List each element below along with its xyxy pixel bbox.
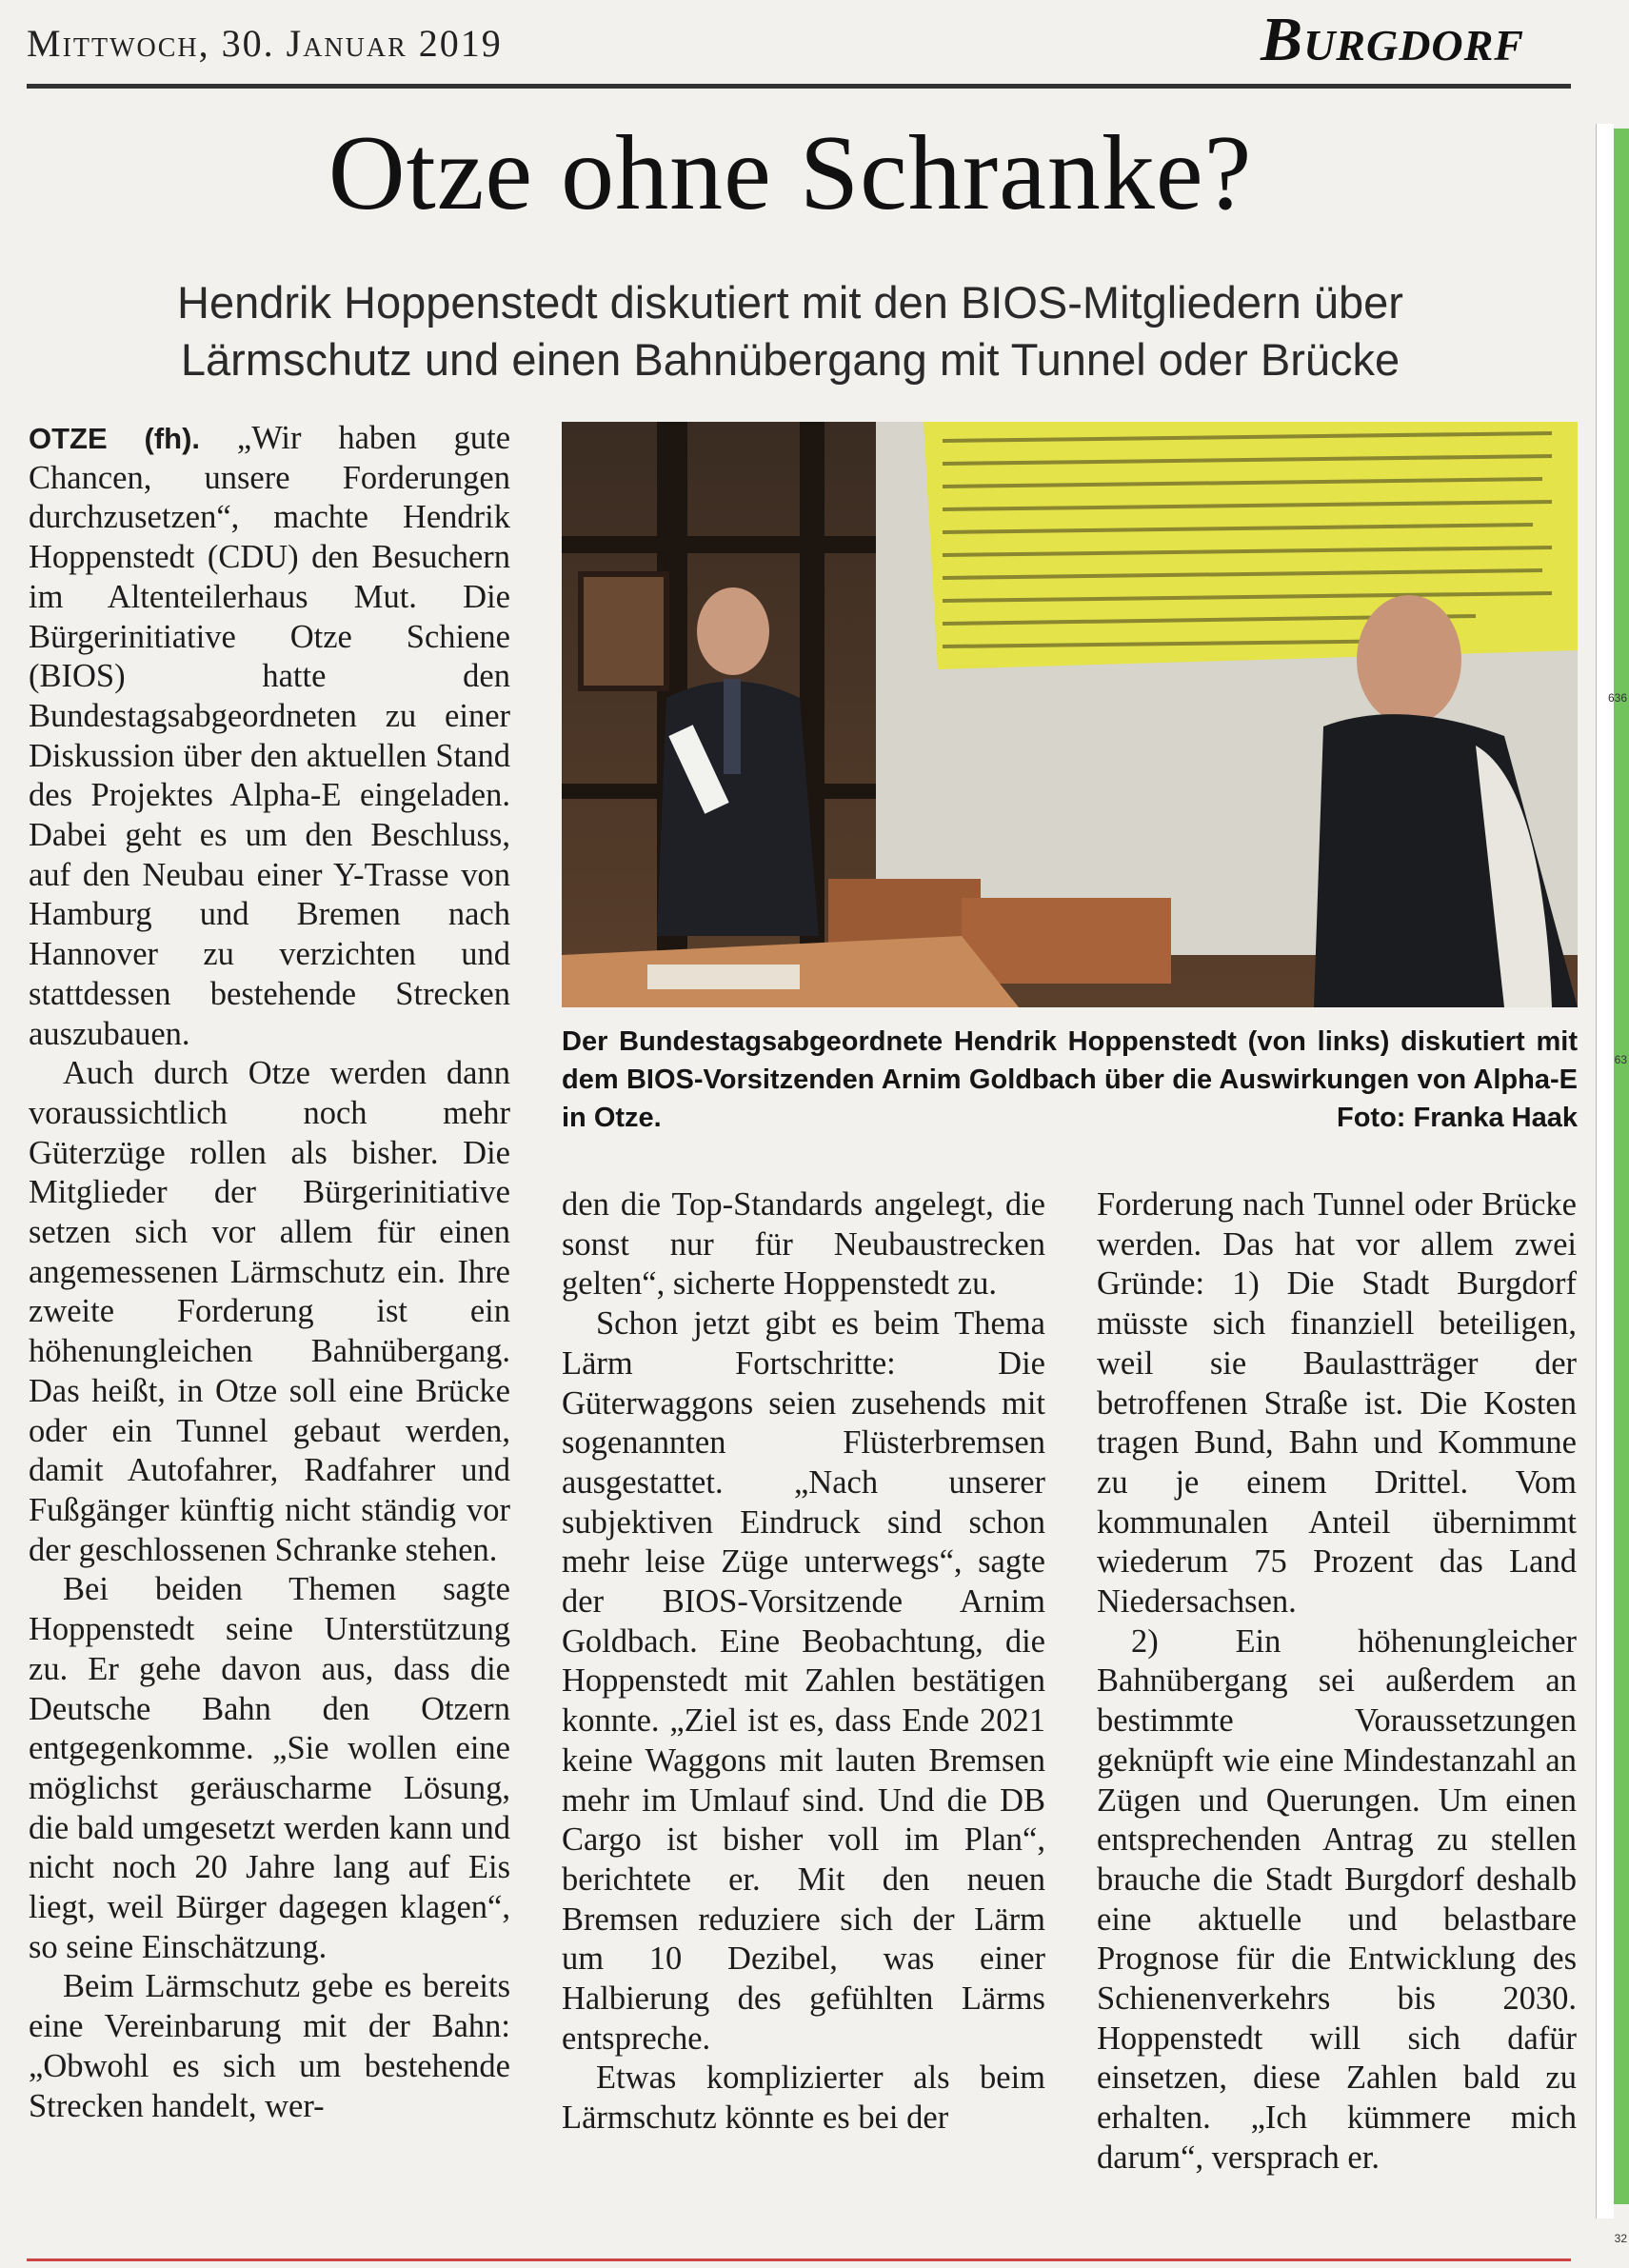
text-column-1	[29, 419, 510, 2126]
text-column-2	[562, 1185, 1045, 2139]
adjacent-page-strip	[1596, 124, 1614, 2218]
subhead-line: Hendrik Hoppenstedt diskutiert mit den BIOS-Mitgliedern über	[177, 277, 1403, 328]
paragraph: Bei beiden Themen sagte Hoppenstedt seine Unterstützung zu. Er gehe davon aus, dass die Deutsche Bahn den Otzern entgegenkomme. „Sie wollen eine möglichst geräuscharme Lösung, die bald umgesetzt werden kann und nicht noch 20 Jahre lang auf Eis liegt, weil Bürger dagegen klagen“, so seine Einschätzung.	[29, 1571, 510, 1965]
header-rule	[27, 84, 1571, 89]
person-head	[1357, 595, 1461, 725]
article-dateline: OTZE (fh).	[29, 422, 201, 455]
papers	[647, 965, 800, 989]
speaker-tie	[724, 679, 741, 774]
paragraph: Auch durch Otze werden dann voraussichtlich noch mehr Güterzüge rollen als bisher. Die Mitglieder der Bürgerinitiative setzen sich vor allem für einen angemessenen Lärmschutz ein. Ihre zweite Forderung ist ein höhenungleichen Bahnübergang. Das heißt, in Otze soll eine Brücke oder ein Tunnel gebaut werden, damit Autofahrer, Radfahrer und Fußgänger künftig nicht ständig vor der geschlossenen Schranke stehen.	[29, 1055, 510, 1568]
window	[581, 574, 666, 688]
paragraph	[29, 419, 510, 1054]
speaker-head	[697, 587, 769, 675]
subhead-line: Lärmschutz und einen Bahnübergang mit Tunnel oder Brücke	[180, 334, 1401, 385]
table	[962, 898, 1171, 984]
issue-date: Mittwoch, 30. Januar 2019	[27, 22, 503, 65]
article-headline: Otze ohne Schranke?	[328, 114, 1253, 232]
bottom-rule	[27, 2258, 1571, 2261]
paragraph: Beim Lärmschutz gebe es bereits eine Vereinbarung mit der Bahn: „Obwohl es sich um bestehende Strecken handelt, wer-	[29, 1968, 510, 2124]
paragraph: 2) Ein höhenungleicher Bahnübergang sei außerdem an bestimmte Voraussetzungen geknüpft wie eine Mindestanzahl an Zügen und Querungen. Um einen entsprechenden Antrag zu stellen brauche die Stadt Burgdorf deshalb eine aktuelle und belastbare Prognose für die Entwicklung des Schienenverkehrs bis 2030. Hoppenstedt will sich dafür einsetzen, diese Zahlen bald zu erhalten. „Ich kümmere mich darum“, versprach er.	[1097, 1622, 1577, 2176]
paragraph: den die Top-Standards angelegt, die sonst nur für Neubaustrecken gelten“, sicherte Hoppenstedt zu.	[562, 1186, 1045, 1303]
adjacent-page-green-strip	[1614, 129, 1629, 2204]
photo-illustration	[562, 422, 1578, 1007]
photo-credit: Foto: Franka Haak	[1337, 1103, 1578, 1133]
section-title: Burgdorf	[1261, 5, 1524, 74]
edge-page-number: 63	[1614, 1053, 1627, 1066]
article-photo	[562, 422, 1578, 1007]
paragraph-text: „Wir haben gute Chancen, unsere Forderungen durchzusetzen“, machte Hendrik Hoppenstedt (CDU) den Besuchern im Altenteilerhaus Mut. Die Bürgerinitiative Otze Schiene (BIOS) hatte den Bundestagsabgeordneten zu einer Diskussion über den aktuellen Stand des Projektes Alpha-E eingeladen. Dabei geht es um den Beschluss, auf den Neubau einer Y-Trasse von Hamburg und Bremen nach Hannover zu verzichten und stattdessen bestehende Strecken auszubauen.	[29, 420, 511, 1052]
paragraph: Forderung nach Tunnel oder Brücke werden. Das hat vor allem zwei Gründe: 1) Die Stadt Burgdorf müsste sich finanziell beteiligen, weil sie Baulastträger der betroffenen Straße ist. Die Kosten tragen Bund, Bahn und Kommune zu je einem Drittel. Vom kommunalen Anteil übernimmt wiederum 75 Prozent das Land Niedersachsen.	[1097, 1186, 1577, 1621]
paragraph: Etwas komplizierter als beim Lärmschutz könnte es bei der	[562, 2059, 1045, 2137]
edge-page-number: 636	[1607, 691, 1627, 705]
edge-page-number: 32	[1614, 2232, 1627, 2245]
article-subheadline	[0, 274, 1580, 388]
text-column-3	[1097, 1185, 1577, 2178]
photo-caption	[562, 1023, 1578, 1137]
paragraph: Schon jetzt gibt es beim Thema Lärm Fortschritte: Die Güterwaggons seien zusehends mit sogenannten Flüsterbremsen ausgestattet. „Nach unserer subjektiven Eindruck sind schon mehr leise Züge unterwegs“, sagte der BIOS-Vorsitzende Arnim Goldbach. Eine Beobachtung, die Hoppenstedt mit Zahlen bestätigen konnte. „Ziel ist es, dass Ende 2021 keine Waggons mit lauten Bremsen mehr im Umlauf sind. Und die DB Cargo ist bisher voll im Plan“, berichtete er. Mit den neuen Bremsen reduziere sich der Lärm um 10 Dezibel, was einer Halbierung des gefühlten Lärms entspreche.	[562, 1305, 1045, 2057]
caption-text: Der Bundestagsabgeordnete Hendrik Hoppenstedt (von links) diskutiert mit dem BIOS-Vorsitzenden Arnim Goldbach über die Auswirkungen von Alpha-E in Otze.	[562, 1026, 1578, 1133]
timber-beam	[562, 536, 876, 553]
